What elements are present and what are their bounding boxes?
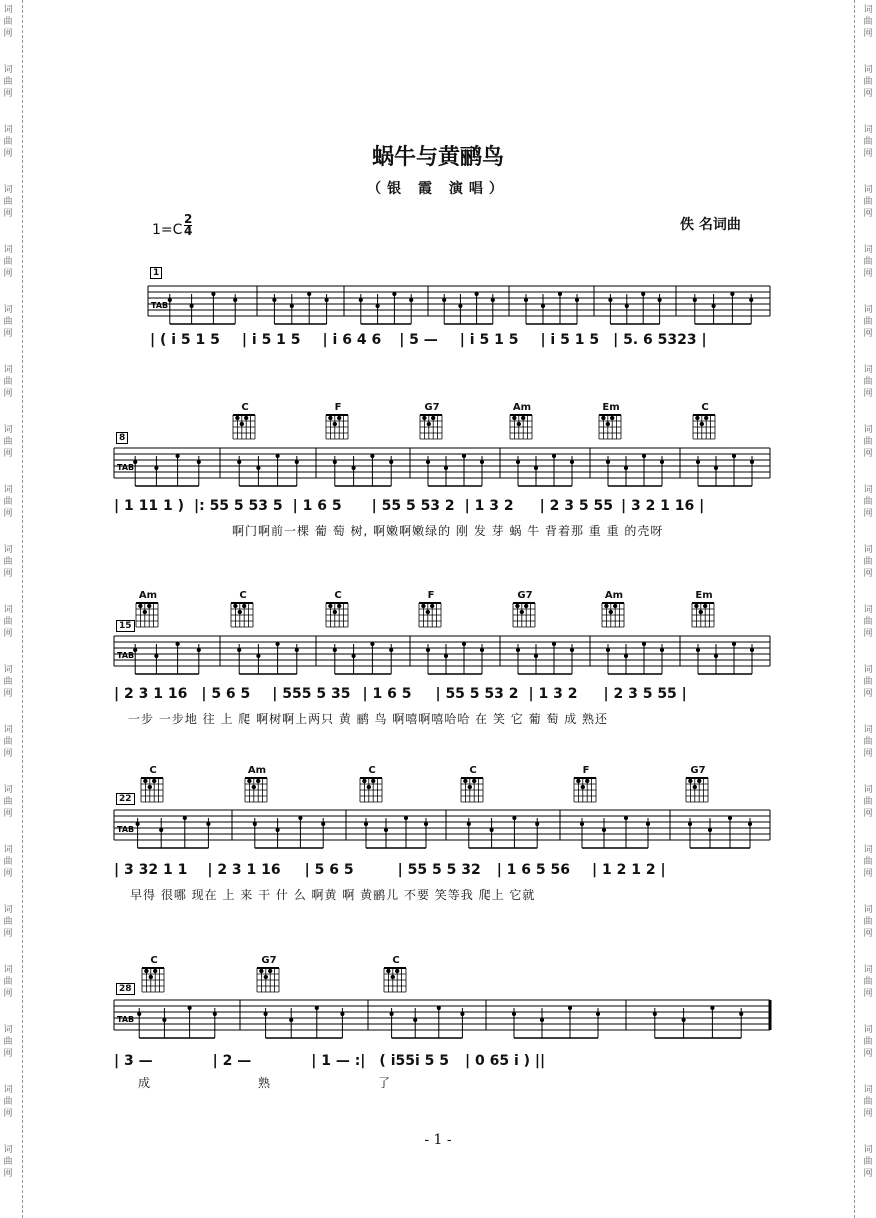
watermark-text: 词 曲 网	[3, 965, 13, 999]
measure-number-1: 1	[150, 267, 162, 279]
watermark-text: 词 曲 网	[3, 5, 13, 39]
chord-finger-dot	[695, 604, 699, 608]
watermark-text: 词 曲 网	[863, 725, 873, 759]
tab-clef: TAB	[117, 1015, 135, 1024]
watermark-text: 词 曲 网	[863, 485, 873, 519]
watermark-text: 词 曲 网	[863, 305, 873, 339]
watermark-text: 词 曲 网	[3, 1025, 13, 1059]
chord-finger-dot	[699, 610, 703, 614]
chord-name: G7	[424, 402, 440, 413]
watermark-text: 词 曲 网	[3, 725, 13, 759]
chord-finger-dot	[468, 785, 472, 789]
chord-finger-dot	[395, 969, 399, 973]
chord-finger-dot	[423, 416, 427, 420]
chord-finger-dot	[333, 610, 337, 614]
watermark-text: 词 曲 网	[863, 425, 873, 459]
tab-clef: TAB	[151, 301, 169, 310]
watermark-text: 词 曲 网	[3, 905, 13, 939]
watermark-text: 词 曲 网	[3, 65, 13, 99]
chord-finger-dot	[337, 604, 341, 608]
chord-finger-dot	[605, 604, 609, 608]
lyric-word: 成	[138, 1076, 152, 1090]
chord-finger-dot	[363, 779, 367, 783]
chord-finger-dot	[700, 422, 704, 426]
chord-name: Am	[512, 402, 532, 413]
chord-finger-dot	[606, 422, 610, 426]
chord-name: C	[241, 402, 249, 413]
chord-finger-dot	[152, 779, 156, 783]
watermark-text: 词 曲 网	[3, 605, 13, 639]
lyric-word: 了	[378, 1076, 392, 1090]
chord-finger-dot	[430, 604, 434, 608]
performer-subtitle: （银 霞 演唱）	[367, 181, 509, 197]
watermark-text: 词 曲 网	[863, 965, 873, 999]
watermark-text: 词 曲 网	[3, 665, 13, 699]
notation-row-4: | 3 32 1 1 | 2 3 1 16 | 5 6 5 | 55 5 5 32 | 1 6 5 56 | 1 2 1 2 |	[114, 862, 666, 878]
tab-clef: TAB	[117, 463, 135, 472]
chord-finger-dot	[426, 610, 430, 614]
chord-name: G7	[690, 765, 706, 776]
watermark-text: 词 曲 网	[3, 485, 13, 519]
chord-finger-dot	[577, 779, 581, 783]
chord-finger-dot	[149, 975, 153, 979]
watermark-text: 词 曲 网	[3, 845, 13, 879]
chord-finger-dot	[252, 785, 256, 789]
watermark-text: 词 曲 网	[863, 1085, 873, 1119]
watermark-text: 词 曲 网	[3, 545, 13, 579]
watermark-text: 词 曲 网	[863, 605, 873, 639]
lyrics-row-3: 一步 一步地 往 上 爬 啊树啊上两只 黄 鹂 鸟 啊嘻啊嘻哈哈 在 笑 它 葡 萄 成 熟还	[128, 712, 609, 726]
chord-name: Em	[602, 402, 620, 413]
watermark-text: 词 曲 网	[3, 1085, 13, 1119]
chord-finger-dot	[387, 969, 391, 973]
watermark-text: 词 曲 网	[863, 65, 873, 99]
measure-number-28: 28	[116, 983, 135, 995]
watermark-text: 词 曲 网	[3, 245, 13, 279]
chord-finger-dot	[337, 416, 341, 420]
chord-finger-dot	[472, 779, 476, 783]
chord-name: C	[392, 955, 400, 966]
watermark-text: 词 曲 网	[863, 545, 873, 579]
notation-row-2: | 1 11 1 ) |: 55 5 53 5 | 1 6 5 | 55 5 53 2 | 1 3 2 | 2 3 5 55 | 3 2 1 16 |	[114, 498, 705, 514]
chord-finger-dot	[697, 779, 701, 783]
chord-name: Am	[138, 590, 158, 601]
measure-number-22: 22	[116, 793, 135, 805]
chord-name: F	[427, 590, 435, 601]
chord-name: C	[701, 402, 709, 413]
watermark-text: 词 曲 网	[3, 785, 13, 819]
watermark-text: 词 曲 网	[3, 305, 13, 339]
time-signature: 2 4	[184, 212, 193, 238]
chord-finger-dot	[602, 416, 606, 420]
chord-finger-dot	[613, 604, 617, 608]
watermark-text: 词 曲 网	[863, 845, 873, 879]
chord-name: G7	[517, 590, 533, 601]
watermark-text: 词 曲 网	[3, 425, 13, 459]
chord-finger-dot	[427, 422, 431, 426]
watermark-text: 词 曲 网	[863, 125, 873, 159]
chord-finger-dot	[610, 416, 614, 420]
notation-row-3: | 2 3 1 16 | 5 6 5 | 555 5 35 | 1 6 5 | 55 5 53 2 | 1 3 2 | 2 3 5 55 |	[114, 686, 687, 702]
lyrics-row-4: 早得 很哪 现在 上 来 干 什 么 啊黄 啊 黄鹂儿 不要 笑等我 爬上 它就	[130, 888, 536, 902]
chord-finger-dot	[513, 416, 517, 420]
chord-finger-dot	[153, 969, 157, 973]
watermark-text: 词 曲 网	[863, 365, 873, 399]
chord-finger-dot	[147, 604, 151, 608]
chord-finger-dot	[431, 416, 435, 420]
notation-row-5: | 3 — | 2 — | 1 — :| ( i55i 5 5 | 0 65 i ) ||	[114, 1053, 546, 1069]
chord-name: F	[582, 765, 590, 776]
chord-finger-dot	[242, 604, 246, 608]
composer-credit: 佚 名词曲	[680, 217, 741, 233]
chord-finger-dot	[144, 779, 148, 783]
chord-finger-dot	[264, 975, 268, 979]
chord-finger-dot	[238, 610, 242, 614]
chord-finger-dot	[609, 610, 613, 614]
chord-finger-dot	[689, 779, 693, 783]
chord-finger-dot	[703, 604, 707, 608]
chord-finger-dot	[329, 416, 333, 420]
watermark-text: 词 曲 网	[863, 5, 873, 39]
watermark-text: 词 曲 网	[3, 1145, 13, 1179]
chord-finger-dot	[248, 779, 252, 783]
chord-finger-dot	[581, 785, 585, 789]
measure-number-15: 15	[116, 620, 135, 632]
chord-finger-dot	[236, 416, 240, 420]
chord-finger-dot	[333, 422, 337, 426]
chord-name: C	[469, 765, 477, 776]
chord-name: G7	[261, 955, 277, 966]
key-signature: 1=C	[152, 222, 183, 238]
watermark-text: 词 曲 网	[3, 125, 13, 159]
chord-finger-dot	[696, 416, 700, 420]
chord-finger-dot	[244, 416, 248, 420]
notation-row-1: | ( i 5 1 5 | i 5 1 5 | i 6 4 6 | 5 — | i 5 1 5 | i 5 1 5 | 5. 6 5323 |	[150, 332, 707, 348]
tab-clef: TAB	[117, 651, 135, 660]
chord-finger-dot	[516, 604, 520, 608]
chord-finger-dot	[371, 779, 375, 783]
chord-finger-dot	[143, 610, 147, 614]
watermark-text: 词 曲 网	[863, 185, 873, 219]
tab-clef: TAB	[117, 825, 135, 834]
chord-finger-dot	[391, 975, 395, 979]
chord-name: Am	[604, 590, 624, 601]
chord-finger-dot	[524, 604, 528, 608]
chord-finger-dot	[329, 604, 333, 608]
chord-finger-dot	[521, 416, 525, 420]
chord-finger-dot	[693, 785, 697, 789]
chord-name: Am	[247, 765, 267, 776]
watermark-text: 词 曲 网	[863, 1025, 873, 1059]
song-title: 蜗牛与黄鹂鸟	[371, 144, 504, 170]
chord-finger-dot	[464, 779, 468, 783]
page-number: - 1 -	[424, 1132, 452, 1148]
lyric-word: 熟	[258, 1076, 272, 1090]
watermark-text: 词 曲 网	[863, 905, 873, 939]
chord-finger-dot	[234, 604, 238, 608]
chord-finger-dot	[520, 610, 524, 614]
chord-finger-dot	[268, 969, 272, 973]
lyrics-row-2: 啊门啊前一棵 葡 萄 树, 啊嫩啊嫩绿的 刚 发 芽 蜗 牛 背着那 重 重 的壳呀	[232, 524, 664, 538]
chord-name: Em	[695, 590, 713, 601]
chord-finger-dot	[422, 604, 426, 608]
watermark-text: 词 曲 网	[863, 245, 873, 279]
chord-finger-dot	[260, 969, 264, 973]
watermark-text: 词 曲 网	[3, 185, 13, 219]
chord-finger-dot	[256, 779, 260, 783]
watermark-text: 词 曲 网	[3, 365, 13, 399]
chord-name: C	[334, 590, 342, 601]
chord-name: C	[368, 765, 376, 776]
chord-finger-dot	[145, 969, 149, 973]
watermark-text: 词 曲 网	[863, 665, 873, 699]
chord-finger-dot	[139, 604, 143, 608]
chord-name: C	[150, 955, 158, 966]
chord-finger-dot	[240, 422, 244, 426]
chord-name: F	[334, 402, 342, 413]
measure-number-8: 8	[116, 432, 128, 444]
watermark-text: 词 曲 网	[863, 1145, 873, 1179]
chord-name: C	[239, 590, 247, 601]
watermark-text: 词 曲 网	[863, 785, 873, 819]
chord-finger-dot	[148, 785, 152, 789]
chord-finger-dot	[704, 416, 708, 420]
chord-finger-dot	[585, 779, 589, 783]
chord-finger-dot	[517, 422, 521, 426]
chord-name: C	[149, 765, 157, 776]
chord-finger-dot	[367, 785, 371, 789]
